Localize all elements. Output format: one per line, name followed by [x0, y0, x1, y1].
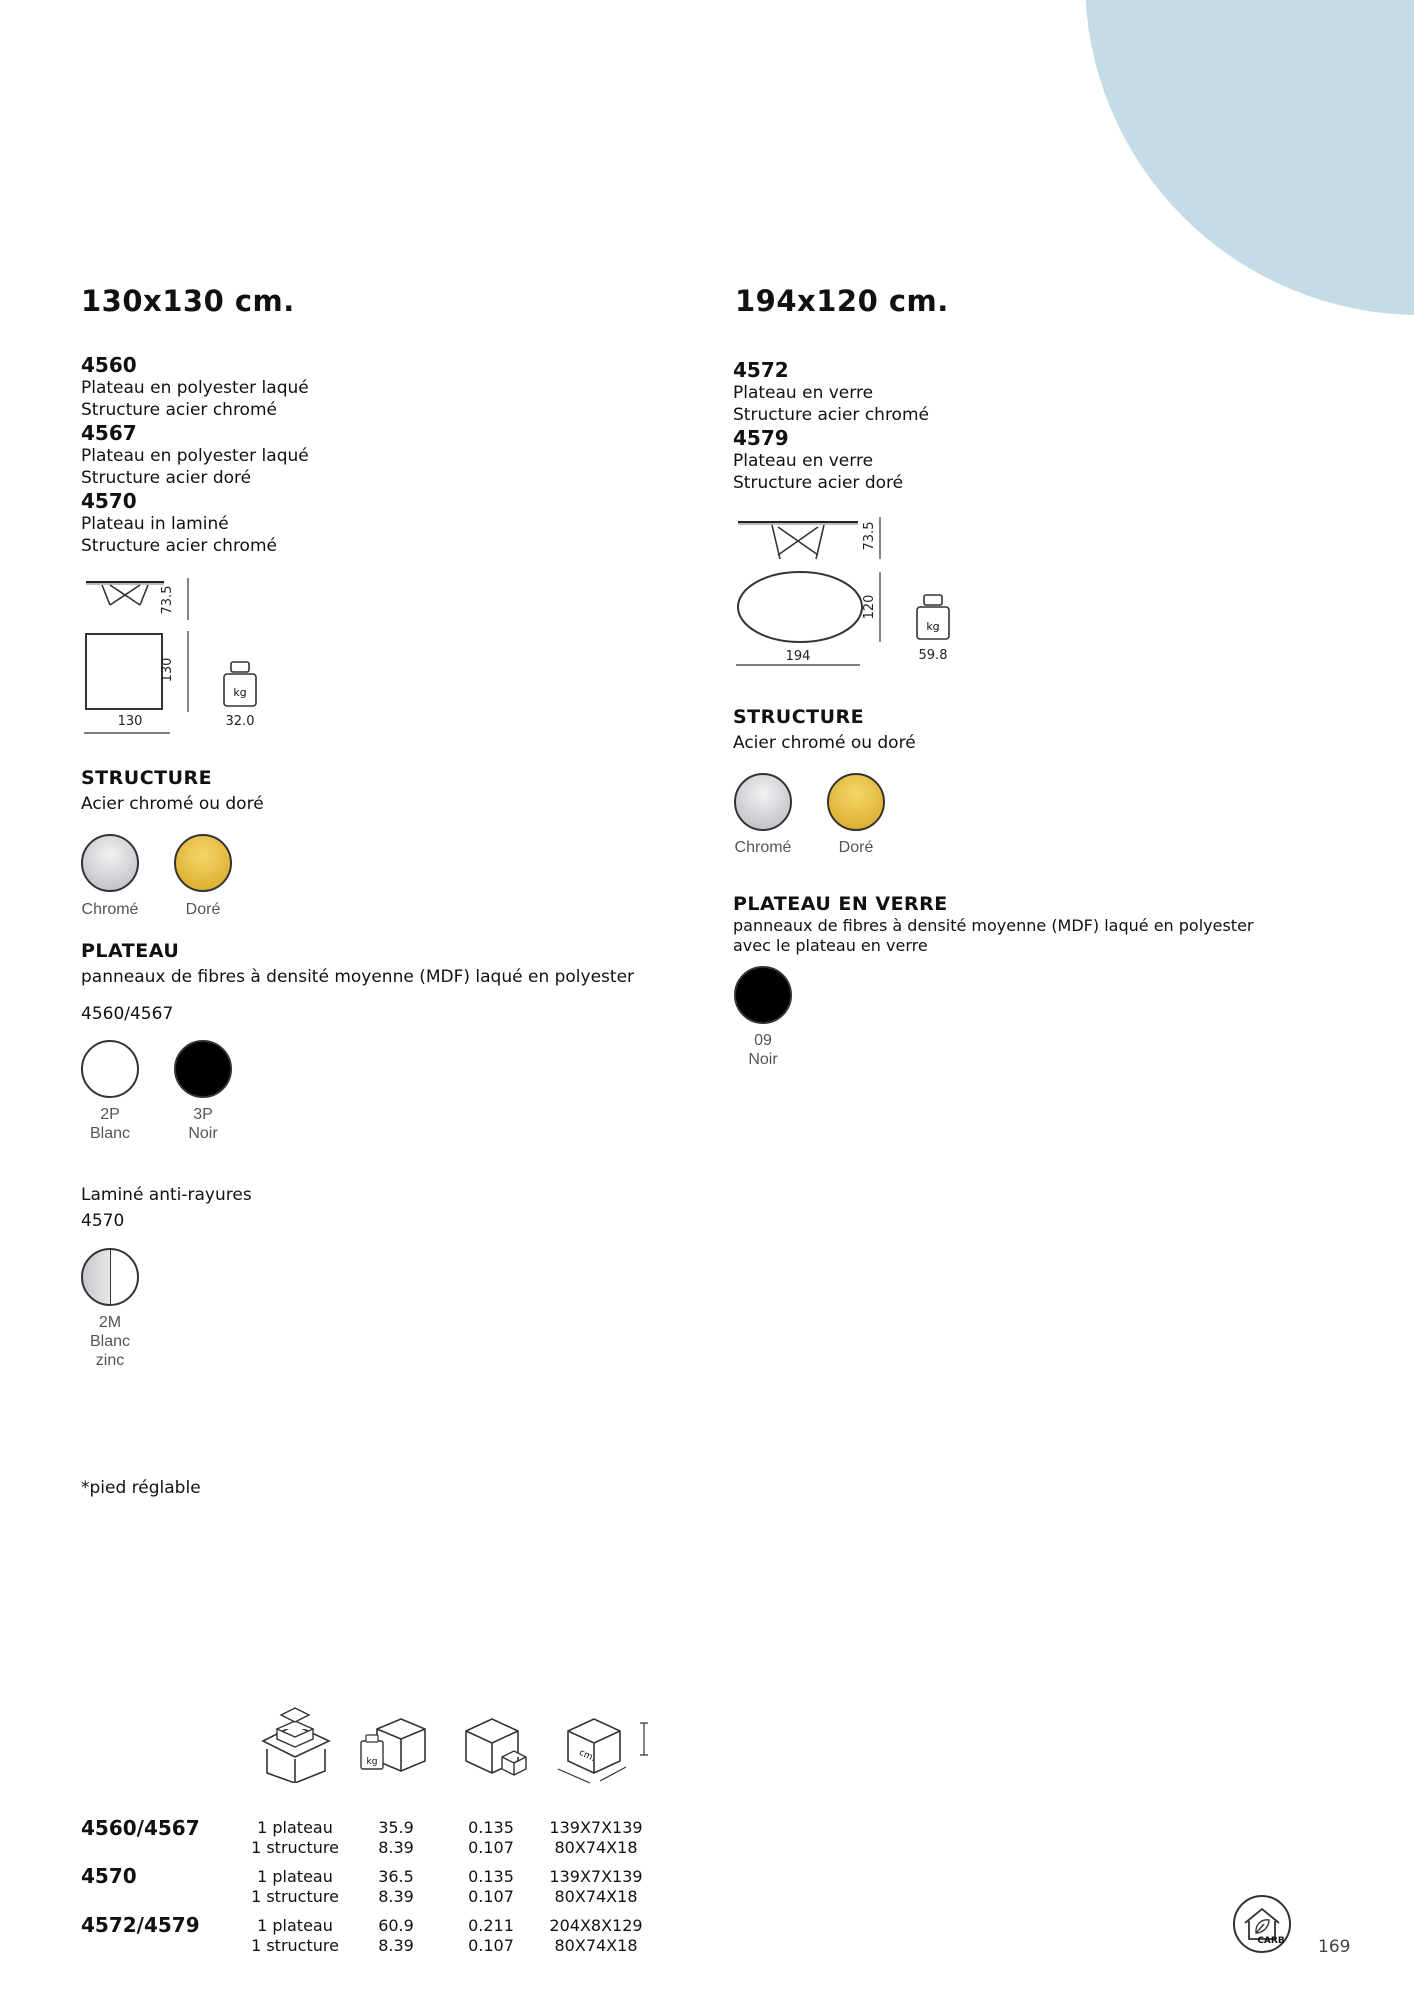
- plateau-heading: PLATEAU EN VERRE: [733, 893, 948, 915]
- product-desc: Plateau en polyester laqué: [81, 446, 309, 466]
- swatch-black[interactable]: [174, 1040, 232, 1098]
- structure-subtitle: Acier chromé ou doré: [81, 794, 264, 814]
- width-label: 130: [117, 714, 143, 729]
- plateau-group-code: 4560/4567: [81, 1004, 174, 1024]
- swatch-label: Noir: [748, 1051, 778, 1068]
- product-desc: Plateau en polyester laqué: [81, 378, 309, 398]
- row-size: 80X74X18: [554, 1887, 638, 1906]
- row-weight: 35.9: [378, 1818, 414, 1837]
- row-weight: 8.39: [378, 1838, 414, 1857]
- row-item: 1 plateau: [257, 1867, 333, 1886]
- row-weight: 8.39: [378, 1936, 414, 1955]
- swatch-label: Noir: [188, 1125, 218, 1142]
- right-product-list: [733, 358, 929, 494]
- swatch-chrome[interactable]: [81, 834, 139, 892]
- product-desc: Plateau in laminé: [81, 514, 229, 534]
- decorative-circle: [1085, 0, 1414, 315]
- row-item: 1 structure: [251, 1838, 339, 1857]
- right-size-title: 194x120 cm.: [735, 284, 949, 318]
- weight-icon: [221, 660, 261, 710]
- product-code: 4560: [81, 353, 137, 377]
- structure-heading: STRUCTURE: [81, 767, 213, 789]
- swatch-black[interactable]: [734, 966, 792, 1024]
- plateau-subtitle: avec le plateau en verre: [733, 936, 928, 955]
- structure-heading: STRUCTURE: [733, 706, 865, 728]
- product-desc: Structure acier doré: [733, 473, 904, 493]
- square-table-diagram: [80, 575, 280, 735]
- depth-label: 130: [160, 657, 175, 683]
- swatch-code: 2M: [98, 1314, 122, 1331]
- swatch-white[interactable]: [81, 1040, 139, 1098]
- row-volume: 0.107: [468, 1887, 514, 1906]
- swatch-code: 2P: [100, 1106, 120, 1123]
- row-size: 204X8X129: [549, 1916, 643, 1935]
- swatch-label: Doré: [185, 901, 221, 918]
- product-code: 4567: [81, 421, 137, 445]
- row-item: 1 plateau: [257, 1818, 333, 1837]
- weight-box-icon: [355, 1715, 430, 1785]
- swatch-label: Blanc: [89, 1125, 131, 1142]
- swatch-label: zinc: [95, 1352, 125, 1369]
- product-desc: Structure acier chromé: [81, 536, 277, 556]
- swatch-gold[interactable]: [174, 834, 232, 892]
- laminate-title: Laminé anti-rayures: [81, 1185, 252, 1205]
- boxes-icon: [255, 1703, 340, 1783]
- swatch-code: 09: [754, 1032, 772, 1049]
- left-size-title: 130x130 cm.: [81, 284, 295, 318]
- width-label: 194: [785, 649, 811, 664]
- dimensions-box-icon: [552, 1715, 652, 1785]
- product-desc: Structure acier doré: [81, 468, 252, 488]
- swatch-label: Chromé: [734, 839, 792, 856]
- row-volume: 0.107: [468, 1936, 514, 1955]
- row-weight: 60.9: [378, 1916, 414, 1935]
- weight-value: 32.0: [225, 714, 255, 729]
- carb-label: CARB: [1257, 1936, 1285, 1946]
- swatch-label: Blanc: [89, 1333, 131, 1350]
- product-desc: Structure acier chromé: [733, 405, 929, 425]
- row-volume: 0.107: [468, 1838, 514, 1857]
- structure-subtitle: Acier chromé ou doré: [733, 733, 916, 753]
- row-code: 4570: [81, 1864, 137, 1888]
- plateau-subtitle: panneaux de fibres à densité moyenne (MDF) laqué en polyester: [733, 916, 1254, 935]
- swatch-chrome[interactable]: [734, 773, 792, 831]
- swatch-code: 3P: [193, 1106, 213, 1123]
- row-size: 80X74X18: [554, 1838, 638, 1857]
- page-number: 169: [1318, 1937, 1351, 1957]
- swatch-divider: [110, 1249, 111, 1305]
- row-weight: 36.5: [378, 1867, 414, 1886]
- weight-value: 59.8: [918, 648, 948, 663]
- swatch-gold[interactable]: [827, 773, 885, 831]
- product-desc: Plateau en verre: [733, 383, 874, 403]
- row-item: 1 structure: [251, 1887, 339, 1906]
- row-size: 139X7X139: [549, 1818, 643, 1837]
- product-code: 4570: [81, 489, 137, 513]
- row-size: 139X7X139: [549, 1867, 643, 1886]
- plateau-heading: PLATEAU: [81, 940, 180, 962]
- row-item: 1 structure: [251, 1936, 339, 1955]
- row-volume: 0.211: [468, 1916, 514, 1935]
- product-desc: Structure acier chromé: [81, 400, 277, 420]
- footnote: *pied réglable: [81, 1478, 201, 1498]
- laminate-code: 4570: [81, 1211, 125, 1231]
- row-volume: 0.135: [468, 1818, 514, 1837]
- left-product-list: [81, 353, 309, 557]
- volume-box-icon: [462, 1715, 532, 1785]
- row-volume: 0.135: [468, 1867, 514, 1886]
- product-desc: Plateau en verre: [733, 451, 874, 471]
- row-code: 4572/4579: [81, 1913, 200, 1937]
- product-code: 4579: [733, 426, 789, 450]
- weight-icon: [914, 593, 954, 643]
- height-label: 73.5: [862, 521, 877, 551]
- row-code: 4560/4567: [81, 1816, 200, 1840]
- kg-unit: kg: [233, 686, 247, 699]
- plateau-subtitle: panneaux de fibres à densité moyenne (MDF) laqué en polyester: [81, 967, 635, 987]
- row-weight: 8.39: [378, 1887, 414, 1906]
- swatch-label: Chromé: [81, 901, 139, 918]
- depth-label: 120: [862, 594, 877, 620]
- kg-icon-label: kg: [366, 1757, 378, 1767]
- product-code: 4572: [733, 358, 789, 382]
- cm-icon-label: cm.: [577, 1747, 597, 1765]
- swatch-label: Doré: [838, 839, 874, 856]
- kg-unit: kg: [926, 620, 940, 633]
- height-label: 73.5: [160, 585, 175, 615]
- row-size: 80X74X18: [554, 1936, 638, 1955]
- row-item: 1 plateau: [257, 1916, 333, 1935]
